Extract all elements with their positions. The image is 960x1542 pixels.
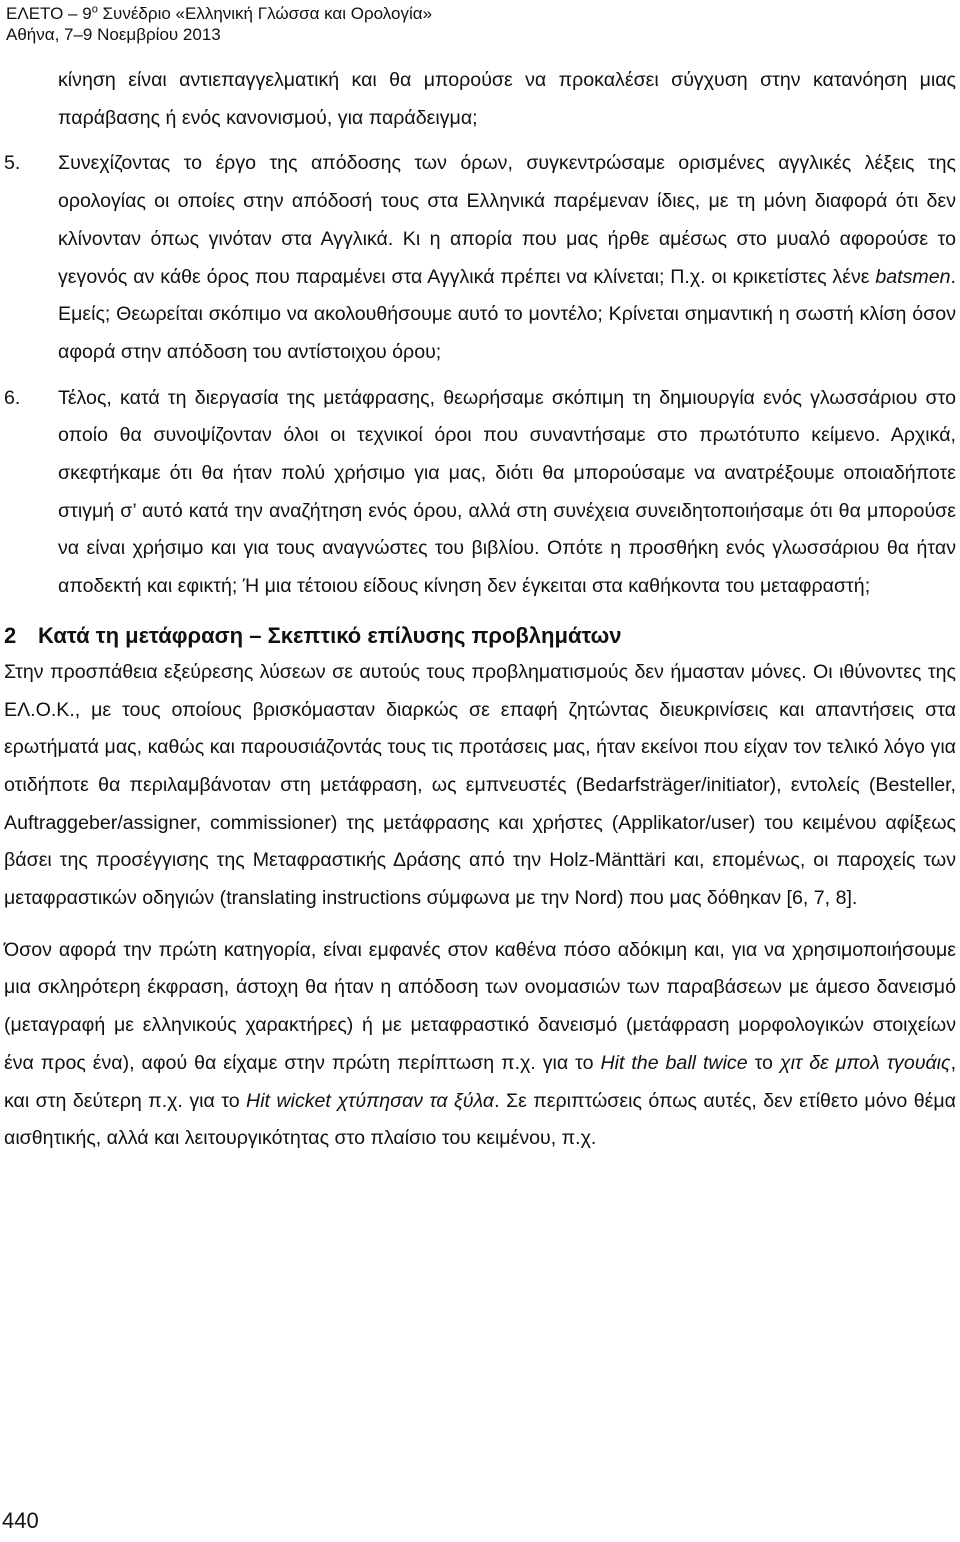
italic-term: χιτ δε μπολ τγουάις	[779, 1051, 951, 1074]
list-item-6	[4, 380, 956, 606]
page-number: 440	[2, 1508, 39, 1533]
header-conference-title: Συνέδριο «Ελληνική Γλώσσα και Ορολογία»	[97, 4, 433, 23]
running-header	[6, 3, 432, 45]
list-item-text	[58, 145, 956, 371]
list-item-text: Τέλος, κατά τη διεργασία της μετάφρασης, θεωρήσαμε σκόπιμη τη δημιουργία ενός γλωσσάριου στο οποίο θα συνοψίζονταν όλοι οι τεχνικοί όροι που συναντήσαμε στο πρωτότυπο κείμενο. Αρχικά, σκεφτήκαμε ότι θα ήταν πολύ χρήσιμο για μας, διότι θα μπορούσαμε να ανατρέξουμε οποιαδήποτε στιγμή σ’ αυτό κατά την αναζήτηση ενός όρου, αλλά στη συνέχεια συνειδητοποιήσαμε ότι θα μπορούσε να είναι χρήσιμο και για τους αναγνώστες του βιβλίου. Οπότε η προσθήκη ενός γλωσσάριου θα ήταν αποδεκτή και εφικτή; Ή μια τέτοιου είδους κίνηση δεν έγκειται στα καθήκοντα του μεταφραστή;	[58, 386, 956, 598]
text-run: Όσον αφορά την πρώτη κατηγορία, είναι εμφανές στον καθένα πόσο αδόκιμη και, για να χρησιμοποιήσουμε μια σκληρότερη έκφραση, άστοχη θα ήταν η απόδοση των ονομασιών των παραβάσεων με άμεσο δανεισμό (μεταγραφή με ελληνικούς χαρακτήρες) ή με μεταφραστικό δανεισμό (μετάφραση μορφολογικών στοιχείων ένα προς ένα), αφού θα είχαμε στην πρώτη περίπτωση π.χ. για το	[4, 938, 956, 1074]
italic-term: Hit the ball twice	[600, 1051, 748, 1074]
body-paragraph: Στην προσπάθεια εξεύρεσης λύσεων σε αυτούς τους προβληματισμούς δεν ήμασταν μόνες. Οι ιθύνοντες της ΕΛ.Ο.Κ., με τους οποίους βρισκόμασταν διαρκώς σε επαφή ζητώντας διευκρινίσεις και απαντήσεις στα ερωτήματά μας, καθώς και παρουσιάζοντάς τους τις προτάσεις μας, ήταν εκείνοι που είχαν τον τελικό λόγο για οτιδήποτε θα περιλαμβάνοταν στη μετάφραση, ως εμπνευστές (Bedarfsträger/initiator), εντολείς (Besteller, Auftraggeber/assigner, commissioner) της μετάφρασης και χρήστες (Applikator/user) του κειμένου αφίξεως βάσει της προσέγγισης της Μεταφραστικής Δράσης από την Holz-Mänttäri και, επομένως, οι παροχείς των μεταφραστικών οδηγιών (translating instructions σύμφωνα με την Nord) που μας δόθηκαν [6, 7, 8].	[4, 660, 956, 910]
section-number: 2	[4, 622, 17, 648]
header-ordinal: ο	[91, 3, 98, 16]
italic-term: Hit wicket χτύπησαν τα ξύλα	[246, 1089, 495, 1112]
text-run: . Εμείς; Θεωρείται σκόπιμο να ακολουθήσουμε αυτό το μοντέλο; Κρίνεται σημαντική η σωστή κλίση όσον αφορά στην απόδοση του αντίστοιχου όρου;	[58, 265, 956, 363]
list-number: 6.	[4, 386, 21, 409]
header-conference-name: ΕΛΕΤΟ – 9	[6, 4, 92, 23]
section-heading	[4, 618, 956, 654]
text-run: . Σε περιπτώσεις όπως αυτές, δεν ετίθετο μόνο θέμα αισθητικής, αλλά και λειτουργικότητας στο πλαίσιο του κειμένου, π.χ.	[4, 1089, 956, 1150]
continuation-paragraph: κίνηση είναι αντιεπαγγελματική και θα μπορούσε να προκαλέσει σύγχυση στην κατανόηση μιας παράβασης ή ενός κανονισμού, για παράδειγμα;	[58, 69, 956, 129]
header-conference-line	[6, 3, 432, 24]
text-run: , και στη δεύτερη π.χ. για το	[4, 1051, 957, 1112]
text-run: το	[747, 1051, 780, 1074]
italic-term: batsmen	[875, 265, 951, 288]
section-title: Κατά τη μετάφραση – Σκεπτικό επίλυσης προβλημάτων	[38, 622, 622, 648]
list-number: 5.	[4, 152, 21, 175]
list-item-5	[4, 145, 956, 371]
body-paragraph	[4, 932, 956, 1158]
page-body	[4, 62, 956, 1158]
text-run: Συνεχίζοντας το έργο της απόδοσης των όρων, συγκεντρώσαμε ορισμένες αγγλικές λέξεις της ορολογίας οι οποίες στην απόδοσή τους στα Ελληνικά παρέμεναν ίδιες, με τη μόνη διαφορά ότι δεν κλίνονταν όπως γινόταν στα Αγγλικά. Κι η απορία που μας ήρθε αμέσως στο μυαλό αφορούσε το γεγονός αν κάθε όρος που παραμένει στα Αγγλικά πρέπει να κλίνεται; Π.χ. οι κρικετίστες λένε	[58, 152, 956, 288]
header-date-line: Αθήνα, 7–9 Νοεμβρίου 2013	[6, 25, 221, 44]
